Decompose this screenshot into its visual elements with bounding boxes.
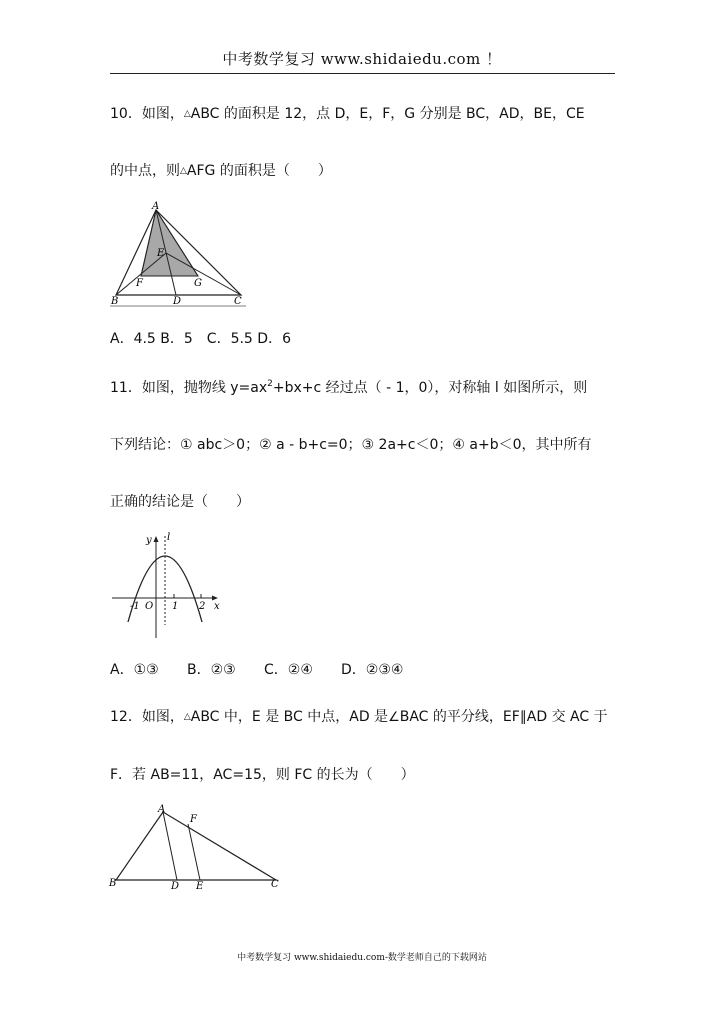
label-e: E — [157, 248, 165, 259]
label-one: 1 — [172, 601, 179, 612]
triangle-symbol: △ — [183, 712, 191, 722]
q11-figure — [108, 530, 228, 640]
q11-line2: 下列结论：① abc＞0；② a - b+c=0；③ 2a+c＜0；④ a+b＜0，其中所有 — [110, 437, 592, 453]
label-e: E — [196, 881, 204, 892]
label-f: F — [136, 278, 143, 289]
q11-option-b: B．②③ — [187, 662, 236, 678]
header-title-end: ！ — [486, 50, 502, 68]
q12-line2: F．若 AB=11，AC=15，则 FC 的长为（ ） — [110, 767, 415, 783]
q11-option-d: D．②③④ — [341, 662, 404, 678]
label-d: D — [171, 881, 180, 892]
label-two: 2 — [199, 601, 206, 612]
q12-number: 12．如图， — [110, 709, 184, 725]
q10-text: ABC 的面积是 12，点 D，E，F，G 分别是 BC，AD，BE，CE — [190, 106, 585, 122]
q10-line1 — [110, 105, 585, 123]
y-axis-arrow — [154, 536, 159, 542]
segment-ad — [163, 812, 177, 880]
label-f: F — [190, 814, 197, 825]
label-a: A — [158, 804, 166, 815]
label-y: y — [146, 535, 152, 546]
label-c: C — [271, 879, 279, 890]
header-divider — [110, 73, 615, 74]
label-g: G — [194, 278, 202, 289]
q10-line2 — [110, 162, 332, 180]
header-title-url: www.shidaiedu.com — [320, 50, 481, 68]
q12-line1 — [110, 708, 608, 727]
q10-figure — [108, 198, 250, 310]
triangle-symbol: △ — [180, 166, 187, 176]
q11-line3: 正确的结论是（ ） — [110, 494, 250, 510]
q11-text1b: +bx+c 经过点（ - 1，0），对称轴 l 如图所示，则 — [272, 380, 588, 396]
label-b: B — [111, 296, 119, 307]
label-neg1: -1 — [130, 601, 140, 612]
q11-text1a: 11．如图，抛物线 y=ax — [110, 380, 268, 396]
q11-option-c: C．②④ — [264, 662, 313, 678]
q11-line1 — [110, 379, 587, 397]
label-a: A — [152, 201, 160, 212]
q10-options: A．4.5 B．5 C．5.5 D．6 — [110, 331, 291, 347]
segment-ef — [188, 824, 200, 880]
q11-option-a: A．①③ — [110, 662, 159, 678]
label-c: C — [234, 296, 242, 307]
q10-text2a: 的中点，则 — [110, 163, 180, 179]
angle-symbol: ∠ — [388, 710, 400, 725]
q12-figure — [108, 802, 288, 894]
page-footer: 中考数学复习 www.shidaiedu.com-数学老师自己的下载网站 — [237, 953, 487, 963]
label-l: l — [167, 532, 171, 543]
triangle-symbol: △ — [183, 109, 191, 119]
q10-text2b: AFG 的面积是（ ） — [186, 163, 332, 179]
superscript-2: 2 — [267, 379, 273, 389]
label-x: x — [214, 601, 220, 612]
label-d: D — [173, 296, 182, 307]
q10-number: 10．如图， — [110, 106, 184, 122]
q12-text1b: BAC 的平分线，EF∥AD 交 AC 于 — [399, 709, 608, 725]
page-header — [110, 48, 614, 69]
label-origin: O — [145, 601, 154, 612]
header-title-cn: 中考数学复习 — [222, 50, 316, 68]
q12-text1a: ABC 中，E 是 BC 中点，AD 是 — [190, 709, 389, 725]
label-b: B — [109, 878, 117, 889]
x-axis-arrow — [212, 596, 218, 601]
q11-options — [110, 661, 403, 679]
